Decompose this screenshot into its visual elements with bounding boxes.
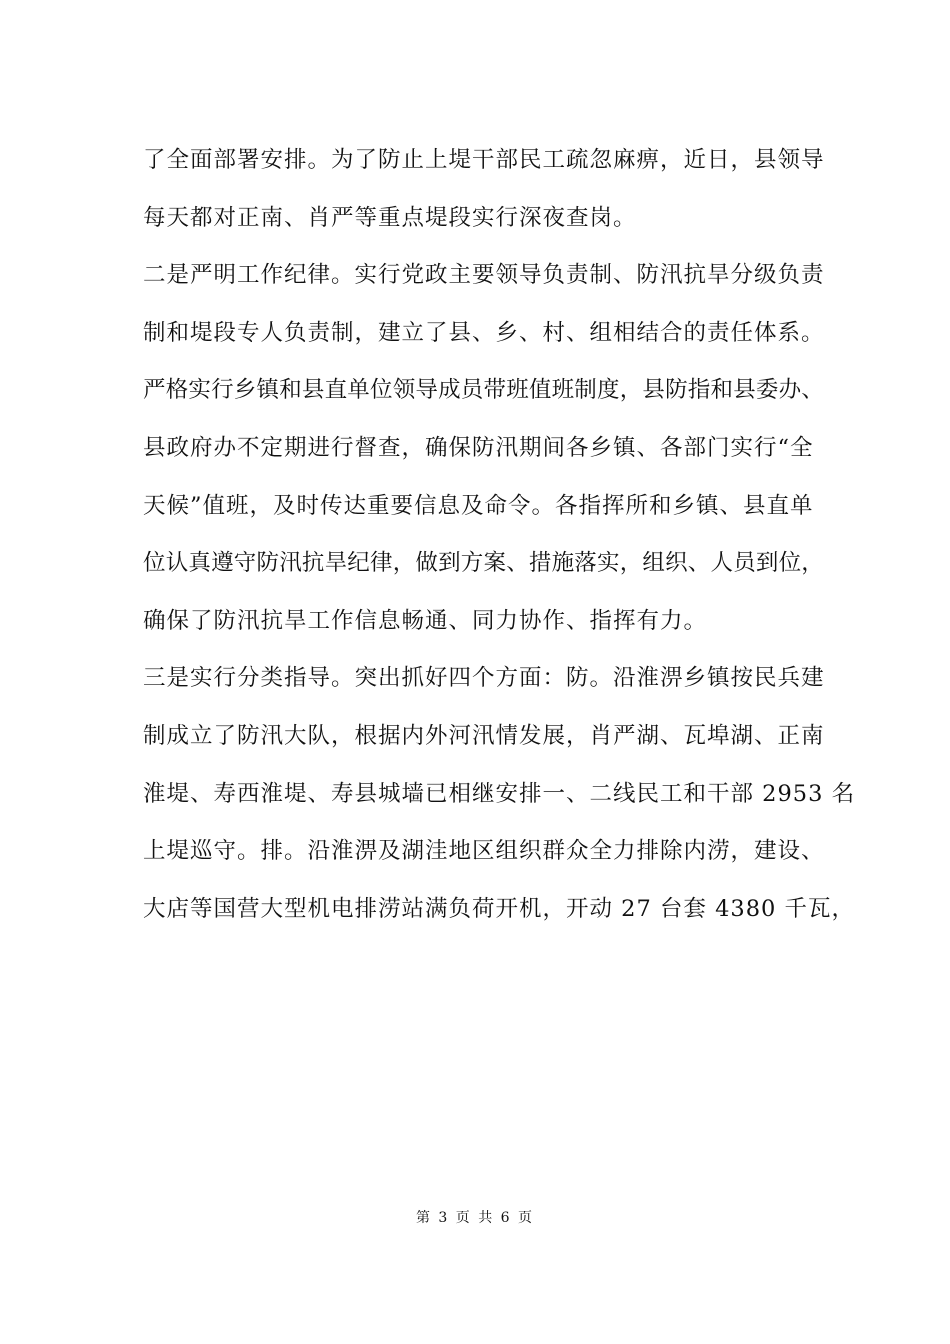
body-text <box>143 132 856 938</box>
text-line: 每天都对正南、肖严等重点堤段实行深夜查岗。 <box>143 204 637 231</box>
text-line: 严格实行乡镇和县直单位领导成员带班值班制度，县防指和县委办、 <box>143 377 825 404</box>
text-line: 县政府办不定期进行督查，确保防汛期间各乡镇、各部门实行“全 <box>143 434 814 461</box>
text-line: 天候”值班，及时传达重要信息及命令。各指挥所和乡镇、县直单 <box>143 492 814 519</box>
text-line: 大店等国营大型机电排涝站满负荷开机，开动 27 台套 4380 千瓦， <box>143 895 856 922</box>
text-line: 确保了防汛抗旱工作信息畅通、同力协作、指挥有力。 <box>143 607 708 634</box>
text-line: 制成立了防汛大队，根据内外河汛情发展，肖严湖、瓦埠湖、正南 <box>143 722 825 749</box>
text-line: 三是实行分类指导。突出抓好四个方面：防。沿淮淠乡镇按民兵建 <box>143 665 825 692</box>
text-line: 上堤巡守。排。沿淮淠及湖洼地区组织群众全力排除内涝，建设、 <box>143 838 825 865</box>
text-line: 淮堤、寿西淮堤、寿县城墙已相继安排一、二线民工和干部 2953 名 <box>143 780 856 807</box>
page-number-footer: 第 3 页 共 6 页 <box>415 1210 535 1226</box>
text-line: 二是严明工作纪律。实行党政主要领导负责制、防汛抗旱分级负责 <box>143 262 825 289</box>
text-line: 位认真遵守防汛抗旱纪律，做到方案、措施落实，组织、人员到位， <box>143 550 825 577</box>
text-line: 了全面部署安排。为了防止上堤干部民工疏忽麻痹，近日，县领导 <box>143 147 825 173</box>
text-line: 制和堤段专人负责制，建立了县、乡、村、组相结合的责任体系。 <box>143 319 825 346</box>
